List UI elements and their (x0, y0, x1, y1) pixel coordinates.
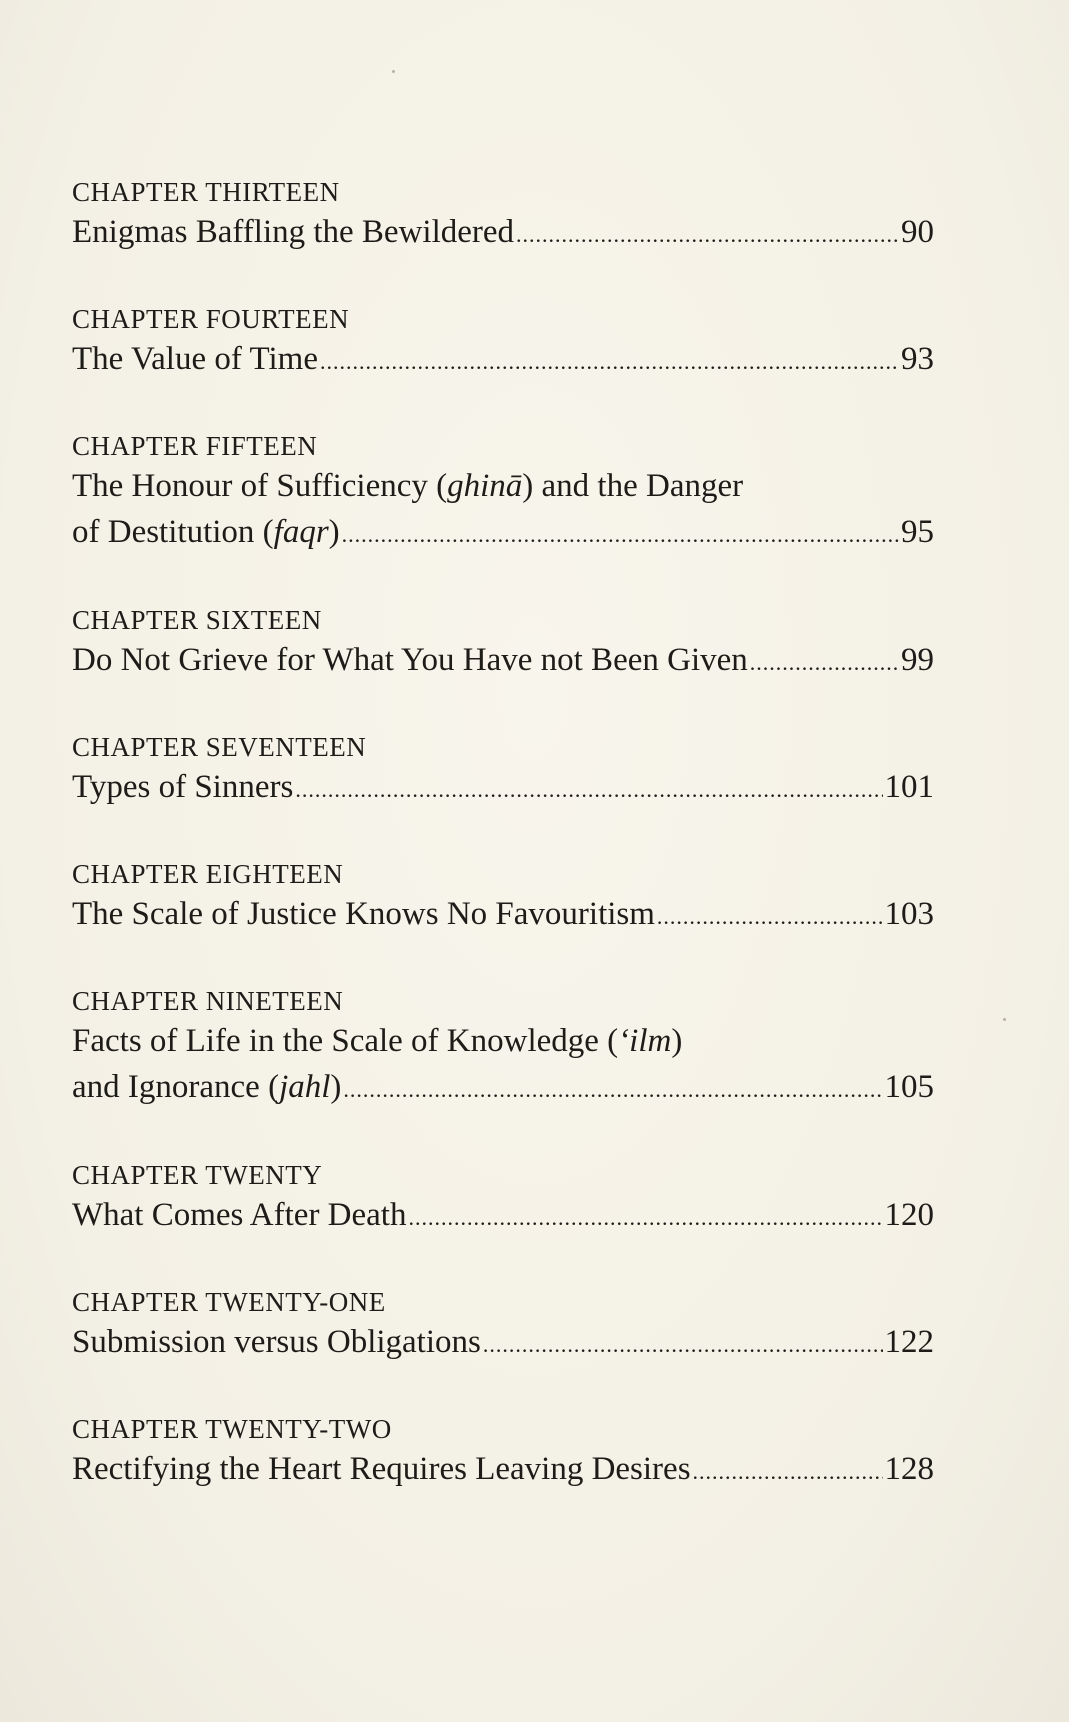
toc-entry-chapter-nineteen (72, 984, 934, 1158)
dot-leader (320, 339, 899, 385)
chapter-label: CHAPTER SEVENTEEN (72, 732, 367, 762)
dot-leader (483, 1322, 883, 1368)
toc-line (72, 764, 934, 813)
chapter-label: CHAPTER TWENTY-TWO (72, 1414, 392, 1444)
title-italic-term: jahl (279, 1069, 331, 1105)
title-text: ) and the Danger (522, 468, 744, 504)
title-italic-term: ghinā (447, 468, 523, 504)
page-number: 99 (901, 642, 934, 678)
chapter-title: What Comes After Death (72, 1197, 407, 1233)
toc-entry-chapter-fifteen (72, 429, 934, 603)
chapter-label: CHAPTER TWENTY (72, 1160, 323, 1190)
page-number: 95 (901, 514, 934, 550)
chapter-title: Submission versus Obligations (72, 1324, 481, 1360)
dot-leader (657, 894, 883, 940)
title-text: ) (330, 1069, 342, 1105)
toc-entry-chapter-thirteen (72, 175, 934, 302)
toc-line (72, 336, 934, 385)
table-of-contents (72, 175, 934, 1539)
paper-speck (1003, 1018, 1006, 1021)
dot-leader (295, 767, 882, 813)
toc-line (72, 509, 934, 558)
chapter-label: CHAPTER TWENTY-ONE (72, 1287, 386, 1317)
dot-leader (750, 640, 899, 686)
chapter-title: Do Not Grieve for What You Have not Been Given (72, 642, 748, 678)
dot-leader (343, 1067, 882, 1113)
toc-entry-chapter-eighteen (72, 857, 934, 984)
chapter-title: Rectifying the Heart Requires Leaving Desires (72, 1451, 691, 1487)
toc-line (72, 209, 934, 258)
chapter-title: The Value of Time (72, 341, 318, 377)
page-number: 128 (884, 1451, 934, 1487)
page-number: 103 (884, 896, 934, 932)
toc-entry-chapter-seventeen (72, 730, 934, 857)
title-text: Facts of Life in the Scale of Knowledge ( (72, 1023, 619, 1059)
page-number: 122 (884, 1324, 934, 1360)
page-number: 105 (884, 1069, 934, 1105)
title-text: of Destitution ( (72, 514, 274, 550)
title-italic-term: faqr (273, 514, 329, 550)
page-number: 90 (901, 214, 934, 250)
dot-leader (408, 1195, 882, 1241)
chapter-label: CHAPTER NINETEEN (72, 986, 344, 1016)
chapter-title-line-1 (72, 463, 934, 509)
title-text: ) (671, 1023, 683, 1059)
page-number: 93 (901, 341, 934, 377)
page-number: 101 (884, 769, 934, 805)
chapter-label: CHAPTER FOURTEEN (72, 304, 350, 334)
toc-entry-chapter-twenty-two (72, 1412, 934, 1539)
toc-line (72, 1192, 934, 1241)
chapter-title: Types of Sinners (72, 769, 294, 805)
toc-entry-chapter-sixteen (72, 603, 934, 730)
title-text: ) (328, 514, 340, 550)
dot-leader (516, 212, 899, 258)
chapter-title-line-2 (72, 509, 340, 555)
chapter-title-line-1 (72, 1018, 934, 1064)
chapter-title: The Scale of Justice Knows No Favouritism (72, 896, 655, 932)
dot-leader (342, 512, 899, 558)
toc-line (72, 637, 934, 686)
chapter-label: CHAPTER SIXTEEN (72, 605, 322, 635)
page-number: 120 (884, 1197, 934, 1233)
toc-line (72, 1064, 934, 1113)
title-text: The Honour of Sufficiency ( (72, 468, 448, 504)
toc-line (72, 891, 934, 940)
paper-speck (392, 70, 395, 73)
title-italic-term: ‘ilm (618, 1023, 672, 1059)
chapter-label: CHAPTER EIGHTEEN (72, 859, 344, 889)
toc-entry-chapter-twenty (72, 1158, 934, 1285)
toc-line (72, 1446, 934, 1495)
toc-entry-chapter-twenty-one (72, 1285, 934, 1412)
toc-entry-chapter-fourteen (72, 302, 934, 429)
dot-leader (693, 1449, 883, 1495)
chapter-title-line-2 (72, 1064, 341, 1110)
chapter-label: CHAPTER THIRTEEN (72, 177, 340, 207)
chapter-label: CHAPTER FIFTEEN (72, 431, 318, 461)
title-text: and Ignorance ( (72, 1069, 280, 1105)
toc-line (72, 1319, 934, 1368)
chapter-title: Enigmas Baffling the Bewildered (72, 214, 515, 250)
